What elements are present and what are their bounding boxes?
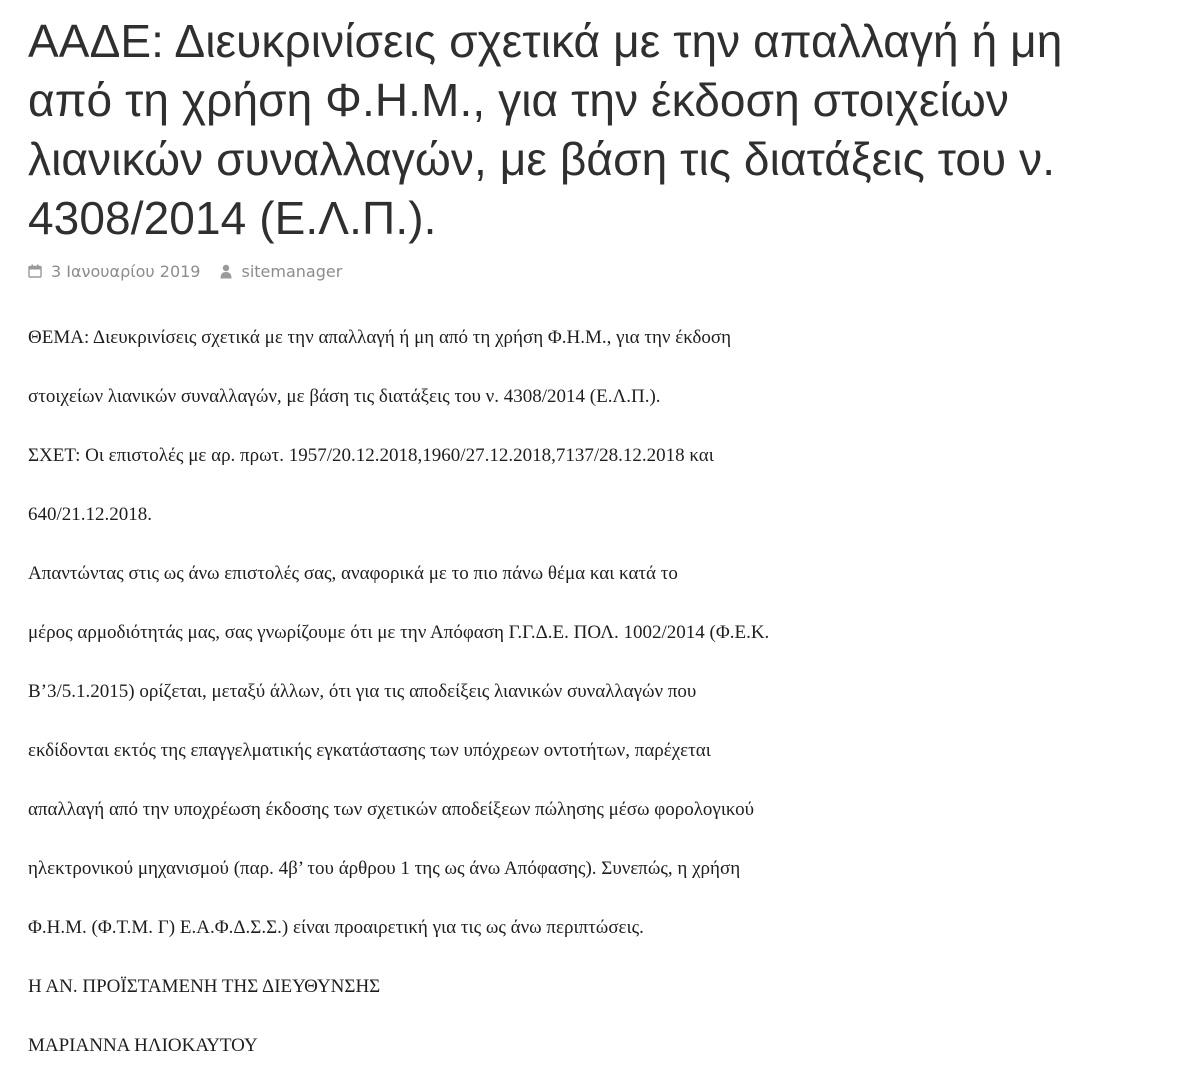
signature-name: ΜΑΡΙΑΝΝΑ ΗΛΙΟΚΑΥΤΟΥ: [28, 1035, 258, 1056]
post-meta: [28, 260, 1158, 282]
body-line: Φ.Η.Μ. (Φ.Τ.Μ. Γ) Ε.Α.Φ.Δ.Σ.Σ.) είναι προαιρετική για τις ως άνω περιπτώσεις.: [28, 917, 644, 938]
article: [28, 0, 1158, 1091]
post-date-link[interactable]: [28, 262, 200, 281]
post-date: 3 Ιανουαρίου 2019: [51, 261, 201, 281]
calendar-icon: [28, 264, 51, 278]
body-line: 640/21.12.2018.: [28, 504, 153, 525]
article-body: [28, 324, 1158, 1091]
body-line: Β’3/5.1.2015) ορίζεται, μεταξύ άλλων, ότι για τις αποδείξεις λιανικών συναλλαγών που: [28, 681, 697, 702]
article-title: ΑΑΔΕ: Διευκρινίσεις σχετικά με την απαλλαγή ή μη από τη χρήση Φ.Η.Μ., για την έκδοση στοιχείων λιανικών συναλλαγών, με βάση τις διατάξεις του ν. 4308/2014 (Ε.Λ.Π.).: [28, 15, 1063, 244]
body-line: εκδίδονται εκτός της επαγγελματικής εγκατάστασης των υπόχρεων οντοτήτων, παρέχεται: [28, 740, 711, 761]
body-line: απαλλαγή από την υποχρέωση έκδοσης των σχετικών αποδείξεων πώλησης μέσω φορολογικού: [28, 799, 754, 820]
body-line: Απαντώντας στις ως άνω επιστολές σας, αναφορικά με το πιο πάνω θέμα και κατά το: [28, 563, 678, 584]
body-line: στοιχείων λιανικών συναλλαγών, με βάση τις διατάξεις του ν. 4308/2014 (Ε.Λ.Π.).: [28, 386, 661, 407]
post-author: sitemanager: [241, 261, 343, 281]
body-line: ηλεκτρονικού μηχανισμού (παρ. 4β’ του άρθρου 1 της ως άνω Απόφασης). Συνεπώς, η χρήση: [28, 858, 741, 879]
body-line: ΣΧΕΤ: Οι επιστολές με αρ. πρωτ. 1957/20.12.2018,1960/27.12.2018,7137/28.12.2018 και: [28, 445, 714, 466]
body-line: μέρος αρμοδιότητάς μας, σας γνωρίζουμε ότι με την Απόφαση Γ.Γ.Δ.Ε. ΠΟΛ. 1002/2014 (Φ.Ε.Κ.: [28, 622, 770, 643]
user-icon: [220, 264, 241, 279]
signature-title: Η ΑΝ. ΠΡΟΪΣΤΑΜΕΝΗ ΤΗΣ ΔΙΕΥΘΥΝΣΗΣ: [28, 976, 381, 997]
body-line: ΘΕΜΑ: Διευκρινίσεις σχετικά με την απαλλαγή ή μη από τη χρήση Φ.Η.Μ., για την έκδοση: [28, 327, 732, 348]
post-author-link[interactable]: [220, 262, 342, 281]
